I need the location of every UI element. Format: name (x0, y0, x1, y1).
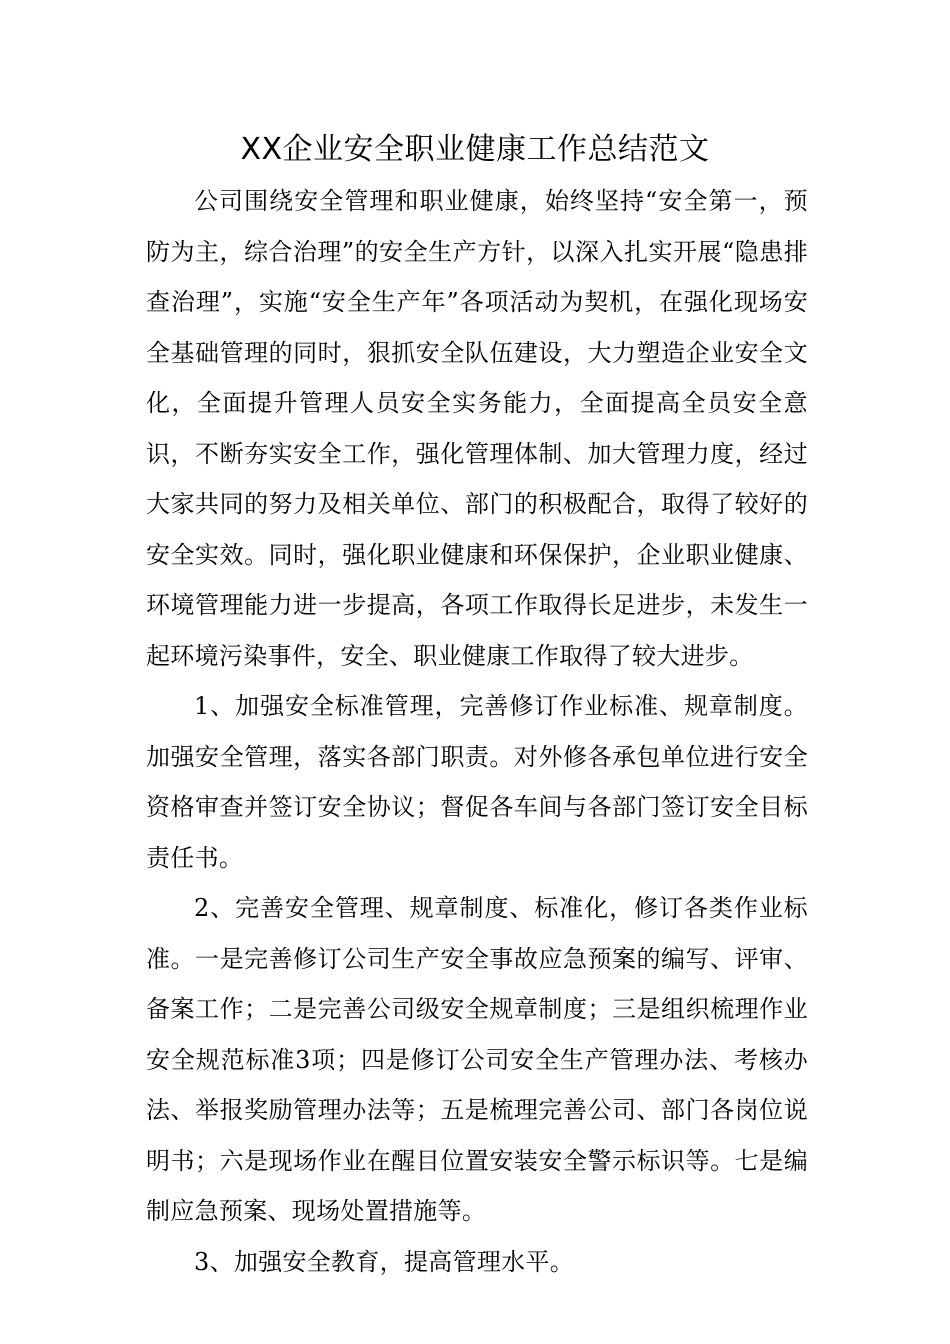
document-title: XX企业安全职业健康工作总结范文 (240, 132, 710, 167)
document-body (146, 176, 808, 1287)
paragraph-intro: 公司围绕安全管理和职业健康，始终坚持“安全第一，预防为主，综合治理”的安全生产方针，以深入扎实开展“隐患排查治理”，实施“安全生产年”各项活动为契机，在强化现场安全基础管理的同时，狠抓安全队伍建设，大力塑造企业安全文化，全面提升管理人员安全实务能力，全面提高全员安全意识，不断夯实安全工作，强化管理体制、加大管理力度，经过大家共同的努力及相关单位、部门的积极配合，取得了较好的安全实效。同时，强化职业健康和环保保护，企业职业健康、环境管理能力进一步提高，各项工作取得长足进步，未发生一起环境污染事件，安全、职业健康工作取得了较大进步。 (146, 187, 808, 670)
paragraph-item-2: 2、完善安全管理、规章制度、标准化，修订各类作业标准。一是完善修订公司生产安全事故应急预案的编写、评审、备案工作；二是完善公司级安全规章制度；三是组织梳理作业安全规范标准3项；四是修订公司安全生产管理办法、考核办法、举报奖励管理办法等；五是梳理完善公司、部门各岗位说明书；六是现场作业在醒目位置安装安全警示标识等。七是编制应急预案、现场处置措施等。 (146, 894, 808, 1225)
paragraph-item-3: 3、加强安全教育，提高管理水平。 (194, 1247, 575, 1276)
paragraph-item-1: 1、加强安全标准管理，完善修订作业标准、规章制度。加强安全管理，落实各部门职责。对外修各承包单位进行安全资格审查并签订安全协议；督促各车间与各部门签订安全目标责任书。 (146, 692, 808, 872)
